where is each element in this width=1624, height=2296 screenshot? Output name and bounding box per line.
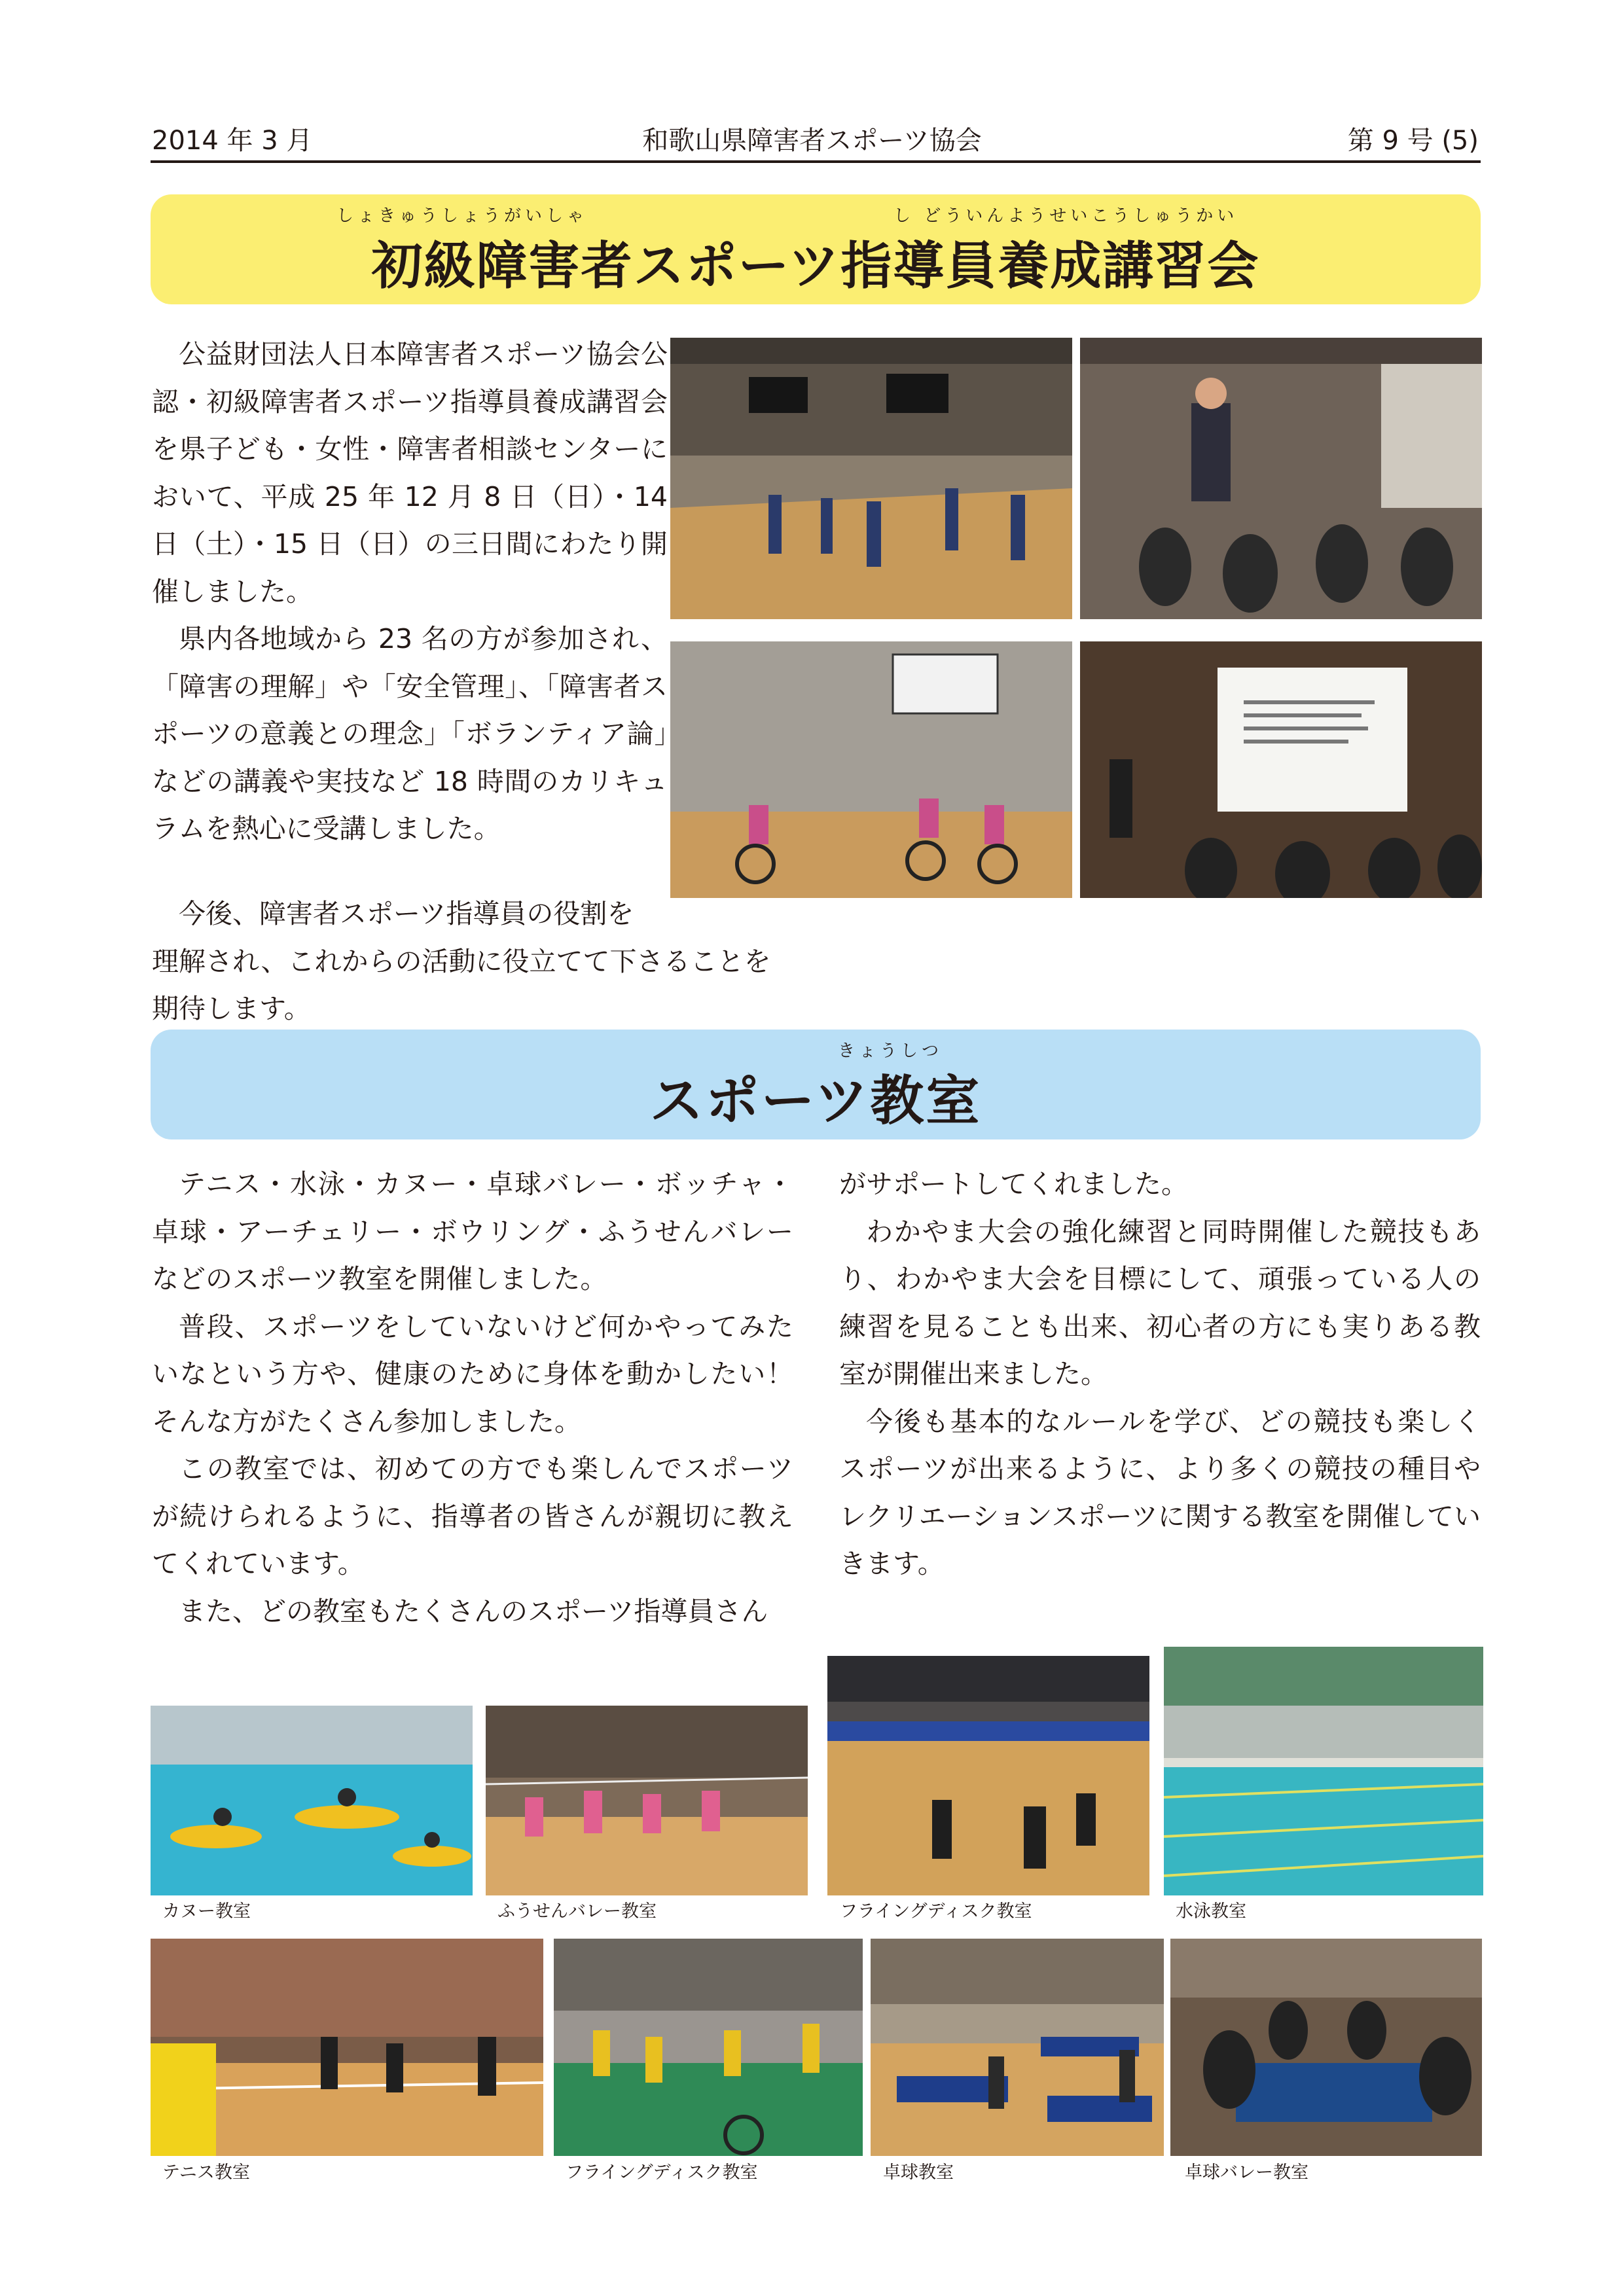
organization-name: 和歌山県障害者スポーツ協会 (642, 126, 982, 156)
caption-tennis: テニス教室 (162, 2162, 250, 2183)
section1-body (152, 331, 668, 853)
section2-column-left (152, 1160, 793, 1635)
section1-closing-line: 理解され、これからの活動に役立てて下さることを (152, 945, 771, 977)
section2-title: スポーツ教室 (649, 1070, 982, 1132)
section2-paragraph: テニス・水泳・カヌー・卓球バレー・ボッチャ・卓球・アーチェリー・ボウリング・ふうせんバレーなどのスポーツ教室を開催しました。 (152, 1168, 793, 1295)
section2-paragraph: 普段、スポーツをしていないけど何かやってみたいなという方や、健康のために身体を動かしたい！そんな方がたくさん参加しました。 (152, 1310, 793, 1437)
section1-title-ruby-left: しょきゅうしょうがいしゃ (336, 206, 588, 226)
section1-paragraph: 公益財団法人日本障害者スポーツ協会公認・初級障害者スポーツ指導員養成講習会を県子ども・女性・障害者相談センターにおいて、平成 25 年 12 月 8 日（日）・14 日（土）・15 日（日）の三日間にわたり開催しました。 (152, 338, 668, 607)
photo-balloon-volley (486, 1706, 808, 1895)
section1-title: 初級障害者スポーツ指導員養成講習会 (371, 237, 1260, 296)
caption-table-volley: 卓球バレー教室 (1185, 2162, 1308, 2183)
section2-continuation: がサポートしてくれました。 (839, 1168, 1188, 1200)
issue-date: 2014 年 3 月 (152, 126, 313, 156)
photo-gym-practice (670, 338, 1072, 619)
photo-lecture-speaker (1080, 338, 1482, 619)
section2-paragraph: わかやま大会の強化練習と同時開催した競技もあり、わかやま大会を目標にして、頑張っている人の練習を見ることも出来、初心者の方にも実りある教室が開催出来ました。 (839, 1215, 1481, 1390)
caption-table-tennis: 卓球教室 (883, 2162, 954, 2183)
caption-swimming: 水泳教室 (1176, 1901, 1246, 1922)
section2-paragraph: また、どの教室もたくさんのスポーツ指導員さん (179, 1595, 768, 1627)
caption-canoe: カヌー教室 (162, 1901, 251, 1922)
photo-wheelchair-basketball (670, 641, 1072, 898)
section2-title-ruby: きょうしつ (838, 1041, 943, 1061)
section1-title-ruby-right: し どういんようせいこうしゅうかい (893, 206, 1238, 226)
photo-tennis (151, 1939, 543, 2156)
photo-flying-disc-1 (827, 1656, 1149, 1895)
photo-table-tennis (871, 1939, 1164, 2156)
section2-banner (151, 1030, 1481, 1139)
photo-canoe (151, 1706, 473, 1895)
section1-paragraph: 県内各地域から 23 名の方が参加され、「障害の理解」や「安全管理」、「障害者スポーツの意義との理念」「ボランティア論」などの講義や実技など 18 時間のカリキュラムを熱心に受講しました。 (152, 623, 668, 844)
photo-flying-disc-2 (554, 1939, 863, 2156)
section1-closing-line: 期待します。 (152, 993, 311, 1024)
section1-closing-line: 今後、障害者スポーツ指導員の役割を (152, 898, 634, 929)
photo-lecture-slides (1080, 641, 1482, 898)
section1-closing (152, 890, 806, 1033)
caption-flying-disc-1: フライングディスク教室 (840, 1901, 1032, 1922)
section2-paragraph: 今後も基本的なルールを学び、どの競技も楽しくスポーツが出来るように、より多くの競技の種目やレクリエーションスポーツに関する教室を開催していきます。 (839, 1405, 1481, 1579)
section2-paragraph: この教室では、初めての方でも楽しんでスポーツが続けられるように、指導者の皆さんが親切に教えてくれています。 (152, 1453, 793, 1579)
issue-number: 第 9 号 (5) (1347, 126, 1479, 156)
photo-table-volley (1170, 1939, 1482, 2156)
caption-balloon-volley: ふうせんバレー教室 (497, 1901, 657, 1922)
header-rule (151, 160, 1481, 163)
photo-swimming (1164, 1647, 1483, 1895)
caption-flying-disc-2: フライングディスク教室 (566, 2162, 758, 2183)
section1-banner (151, 194, 1481, 304)
section2-column-right (839, 1160, 1481, 1588)
